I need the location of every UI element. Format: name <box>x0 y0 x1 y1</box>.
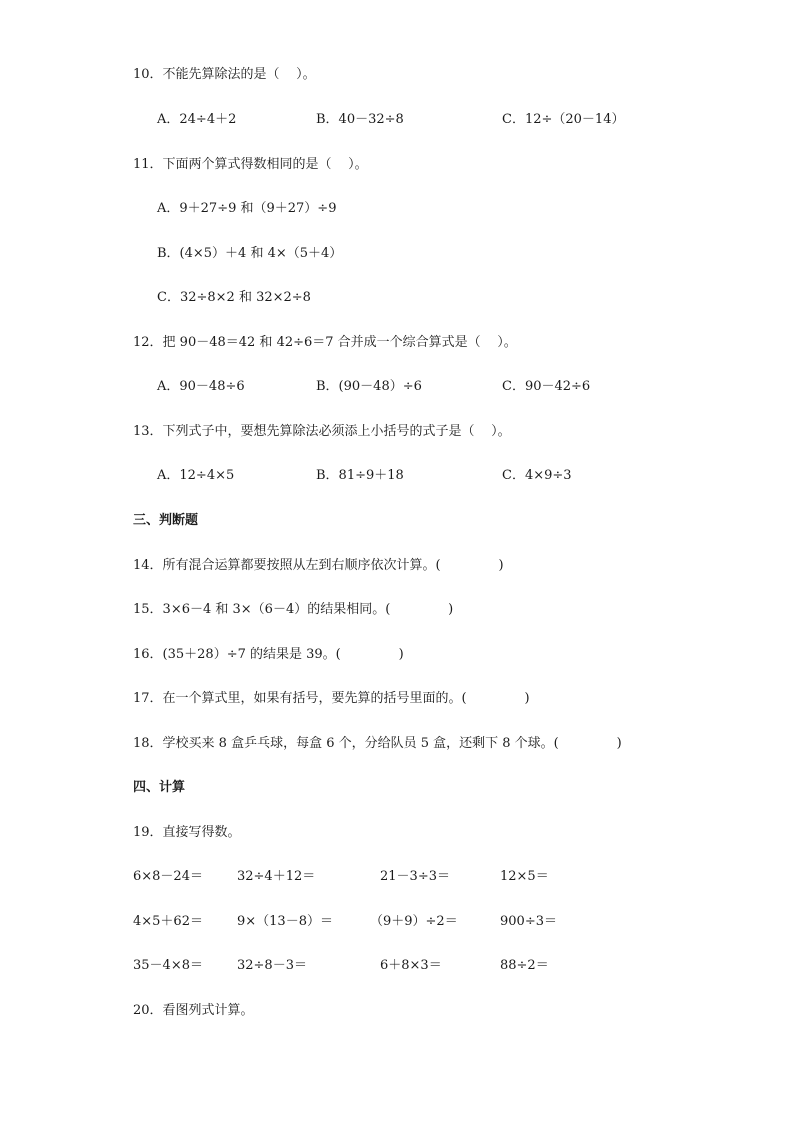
question-13-option-b: B．81÷9＋18 <box>316 468 404 483</box>
question-10-option-a: A．24÷4＋2 <box>157 112 237 127</box>
calc-item: 12×5＝ <box>500 869 549 884</box>
question-19-stem: 19．直接写得数。 <box>133 825 241 840</box>
question-13-option-a: A．12÷4×5 <box>157 468 235 483</box>
question-12-option-b: B．(90－48）÷6 <box>316 379 422 394</box>
calc-item: （9＋9）÷2＝ <box>370 914 458 929</box>
question-11-option-b: B．(4×5）＋4 和 4×（5＋4） <box>157 246 343 261</box>
calc-item: 6×8－24＝ <box>133 869 203 884</box>
question-10-option-c: C．12÷（20－14） <box>502 112 625 127</box>
judge-item-17: 17．在一个算式里，如果有括号，要先算的括号里面的。( ) <box>133 691 530 706</box>
calc-item: 6＋8×3＝ <box>380 958 442 973</box>
calc-item: 32÷8－3＝ <box>237 958 307 973</box>
calc-item: 88÷2＝ <box>500 958 549 973</box>
section-heading-calculation: 四、计算 <box>133 780 186 795</box>
calc-item: 35－4×8＝ <box>133 958 203 973</box>
calc-item: 900÷3＝ <box>500 914 557 929</box>
judge-item-15: 15．3×6－4 和 3×（6－4）的结果相同。( ) <box>133 602 454 617</box>
question-12-option-c: C．90－42÷6 <box>502 379 591 394</box>
calc-item: 4×5＋62＝ <box>133 914 203 929</box>
judge-item-14: 14．所有混合运算都要按照从左到右顺序依次计算。( ) <box>133 558 504 573</box>
calc-item: 32÷4＋12＝ <box>237 869 316 884</box>
question-20-stem: 20．看图列式计算。 <box>133 1003 254 1018</box>
question-13-stem: 13．下列式子中，要想先算除法必须添上小括号的式子是（ ）。 <box>133 424 511 439</box>
question-12-option-a: A．90－48÷6 <box>157 379 245 394</box>
question-13-option-c: C．4×9÷3 <box>502 468 572 483</box>
question-11-option-a: A．9＋27÷9 和（9＋27）÷9 <box>157 201 337 216</box>
question-11-option-c: C．32÷8×2 和 32×2÷8 <box>157 290 311 305</box>
question-10-stem: 10．不能先算除法的是（ ）。 <box>133 67 316 82</box>
judge-item-16: 16．(35＋28）÷7 的结果是 39。( ) <box>133 647 404 662</box>
question-10-option-b: B．40－32÷8 <box>316 112 404 127</box>
question-12-stem: 12．把 90－48＝42 和 42÷6＝7 合并成一个综合算式是（ ）。 <box>133 335 517 350</box>
judge-item-18: 18．学校买来 8 盒乒乓球，每盒 6 个，分给队员 5 盒，还剩下 8 个球。( ) <box>133 736 622 751</box>
calc-item: 9×（13－8）＝ <box>237 914 333 929</box>
question-11-stem: 11．下面两个算式得数相同的是（ ）。 <box>133 157 368 172</box>
section-heading-judgement: 三、判断题 <box>133 513 199 528</box>
calc-item: 21－3÷3＝ <box>380 869 450 884</box>
